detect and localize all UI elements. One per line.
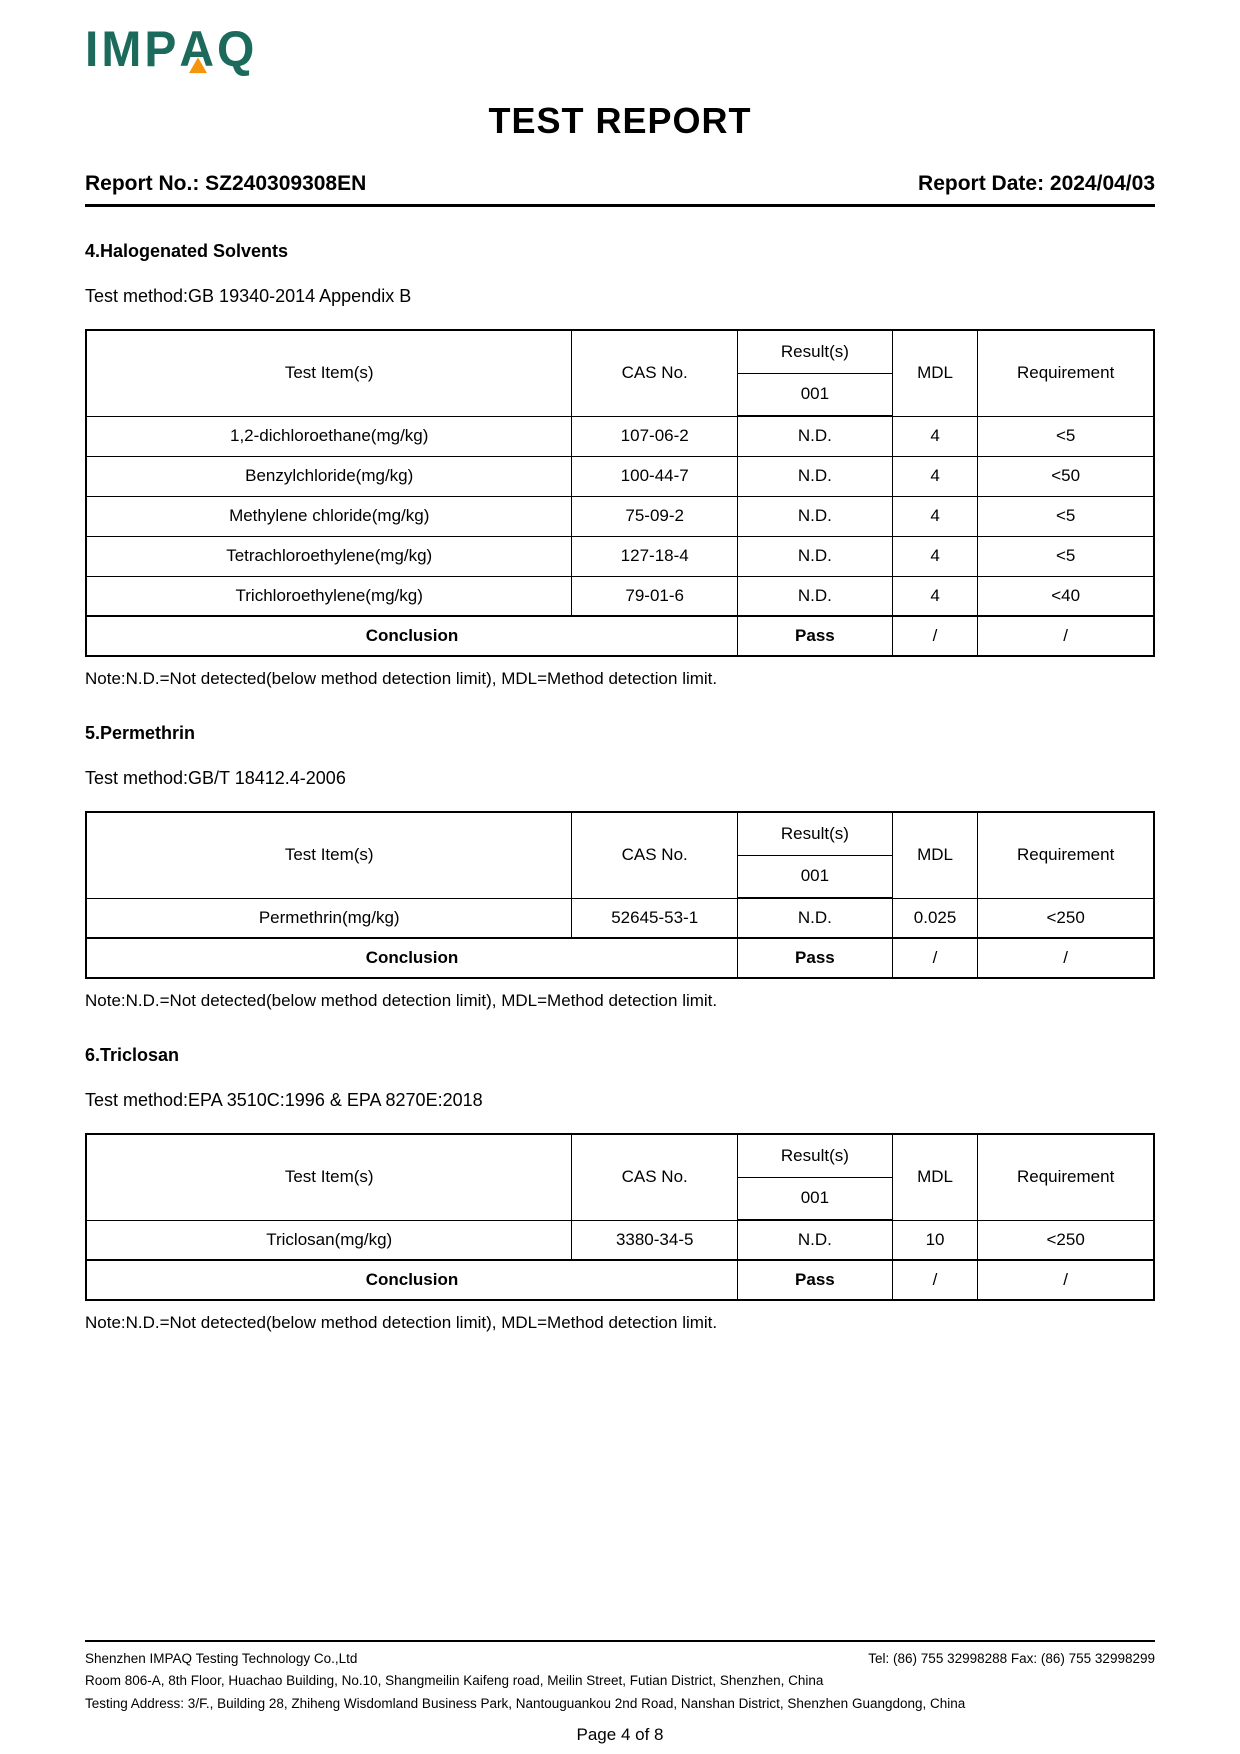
logo-text-q: Q: [217, 21, 258, 78]
section-triclosan: [85, 1045, 1155, 1333]
logo-a-glyph: A: [179, 21, 218, 78]
conclusion-mdl: /: [892, 938, 977, 978]
col-requirement: Requirement: [978, 330, 1154, 416]
test-item-cell: Triclosan(mg/kg): [86, 1220, 572, 1260]
page-footer: [85, 1640, 1155, 1749]
test-item-cell: Tetrachloroethylene(mg/kg): [86, 536, 572, 576]
report-number: Report No.: SZ240309308EN: [85, 172, 367, 195]
impaq-logo: [85, 21, 258, 78]
result-cell: N.D.: [737, 456, 892, 496]
col-result: Result(s): [737, 812, 892, 855]
result-cell: N.D.: [737, 536, 892, 576]
cas-cell: 100-44-7: [572, 456, 738, 496]
conclusion-requirement: /: [978, 616, 1154, 656]
requirement-cell: <5: [978, 496, 1154, 536]
page-title: TEST REPORT: [488, 100, 752, 141]
cas-cell: 79-01-6: [572, 576, 738, 616]
conclusion-row: [86, 616, 1154, 656]
section-permethrin: [85, 723, 1155, 1011]
result-cell: N.D.: [737, 576, 892, 616]
col-mdl: MDL: [892, 812, 977, 898]
col-cas-no: CAS No.: [572, 812, 738, 898]
requirement-cell: <250: [978, 1220, 1154, 1260]
table-row: [86, 496, 1154, 536]
conclusion-label: Conclusion: [86, 938, 737, 978]
conclusion-mdl: /: [892, 1260, 977, 1300]
table-row: [86, 576, 1154, 616]
result-cell: N.D.: [737, 1220, 892, 1260]
cas-cell: 52645-53-1: [572, 898, 738, 938]
section-halogenated-solvents: [85, 241, 1155, 689]
col-requirement: Requirement: [978, 1134, 1154, 1220]
col-cas-no: CAS No.: [572, 330, 738, 416]
footer-company-row: [85, 1648, 1155, 1670]
conclusion-label: Conclusion: [86, 1260, 737, 1300]
footer-address-1: Room 806-A, 8th Floor, Huachao Building, No.10, Shangmeilin Kaifeng road, Meilin Street, Futian District, Shenzhen, China: [85, 1673, 824, 1689]
table-row: [86, 416, 1154, 456]
table-row: [86, 898, 1154, 938]
test-method: Test method:GB/T 18412.4-2006: [85, 768, 346, 788]
test-method: Test method:EPA 3510C:1996 & EPA 8270E:2018: [85, 1090, 483, 1110]
mdl-cell: 10: [892, 1220, 977, 1260]
note-text: Note:N.D.=Not detected(below method detection limit), MDL=Method detection limit.: [85, 669, 718, 688]
permethrin-table: [85, 811, 1155, 979]
table-row: [86, 536, 1154, 576]
col-requirement: Requirement: [978, 812, 1154, 898]
conclusion-row: [86, 1260, 1154, 1300]
mdl-cell: 4: [892, 576, 977, 616]
requirement-cell: <50: [978, 456, 1154, 496]
result-cell: N.D.: [737, 496, 892, 536]
table-header-row: [86, 1134, 1154, 1177]
cas-cell: 107-06-2: [572, 416, 738, 456]
halogenated-solvents-table: [85, 329, 1155, 657]
col-sample-id: 001: [737, 1177, 892, 1220]
logo-text-imp: IMP: [85, 21, 180, 78]
conclusion-requirement: /: [978, 938, 1154, 978]
cas-cell: 3380-34-5: [572, 1220, 738, 1260]
col-test-item: Test Item(s): [86, 330, 572, 416]
result-cell: N.D.: [737, 898, 892, 938]
requirement-cell: <5: [978, 416, 1154, 456]
page-number: Page 4 of 8: [576, 1724, 664, 1744]
col-test-item: Test Item(s): [86, 1134, 572, 1220]
test-item-cell: Benzylchloride(mg/kg): [86, 456, 572, 496]
footer-address-2: Testing Address: 3/F., Building 28, Zhiheng Wisdomland Business Park, Nantouguankou 2nd Road, Nanshan District, Shenzhen Guangdong, China: [85, 1695, 966, 1711]
conclusion-requirement: /: [978, 1260, 1154, 1300]
test-item-cell: 1,2-dichloroethane(mg/kg): [86, 416, 572, 456]
conclusion-result: Pass: [737, 938, 892, 978]
col-mdl: MDL: [892, 330, 977, 416]
table-header-row: [86, 330, 1154, 373]
col-result: Result(s): [737, 1134, 892, 1177]
table-row: [86, 1220, 1154, 1260]
conclusion-result: Pass: [737, 1260, 892, 1300]
section-heading: 6.Triclosan: [85, 1045, 180, 1065]
mdl-cell: 4: [892, 536, 977, 576]
col-result: Result(s): [737, 330, 892, 373]
test-item-cell: Methylene chloride(mg/kg): [86, 496, 572, 536]
note-text: Note:N.D.=Not detected(below method detection limit), MDL=Method detection limit.: [85, 991, 718, 1010]
section-heading: 4.Halogenated Solvents: [85, 241, 289, 261]
section-heading: 5.Permethrin: [85, 723, 196, 743]
report-header-row: [85, 172, 1155, 207]
triclosan-table: [85, 1133, 1155, 1301]
col-cas-no: CAS No.: [572, 1134, 738, 1220]
test-item-cell: Trichloroethylene(mg/kg): [86, 576, 572, 616]
report-date: Report Date: 2024/04/03: [918, 172, 1155, 195]
requirement-cell: <5: [978, 536, 1154, 576]
mdl-cell: 4: [892, 416, 977, 456]
mdl-cell: 4: [892, 496, 977, 536]
logo-triangle-icon: [189, 57, 207, 73]
footer-tel-fax: Tel: (86) 755 32998288 Fax: (86) 755 32998299: [868, 1651, 1155, 1666]
note-text: Note:N.D.=Not detected(below method detection limit), MDL=Method detection limit.: [85, 1313, 718, 1332]
conclusion-mdl: /: [892, 616, 977, 656]
mdl-cell: 4: [892, 456, 977, 496]
col-sample-id: 001: [737, 373, 892, 416]
mdl-cell: 0.025: [892, 898, 977, 938]
test-method: Test method:GB 19340-2014 Appendix B: [85, 286, 412, 306]
requirement-cell: <40: [978, 576, 1154, 616]
col-mdl: MDL: [892, 1134, 977, 1220]
cas-cell: 75-09-2: [572, 496, 738, 536]
requirement-cell: <250: [978, 898, 1154, 938]
test-item-cell: Permethrin(mg/kg): [86, 898, 572, 938]
table-header-row: [86, 812, 1154, 855]
col-sample-id: 001: [737, 855, 892, 898]
conclusion-result: Pass: [737, 616, 892, 656]
footer-company: Shenzhen IMPAQ Testing Technology Co.,Ltd: [85, 1651, 358, 1666]
col-test-item: Test Item(s): [86, 812, 572, 898]
cas-cell: 127-18-4: [572, 536, 738, 576]
conclusion-label: Conclusion: [86, 616, 737, 656]
table-row: [86, 456, 1154, 496]
result-cell: N.D.: [737, 416, 892, 456]
conclusion-row: [86, 938, 1154, 978]
logo-letter-a: [179, 21, 218, 78]
